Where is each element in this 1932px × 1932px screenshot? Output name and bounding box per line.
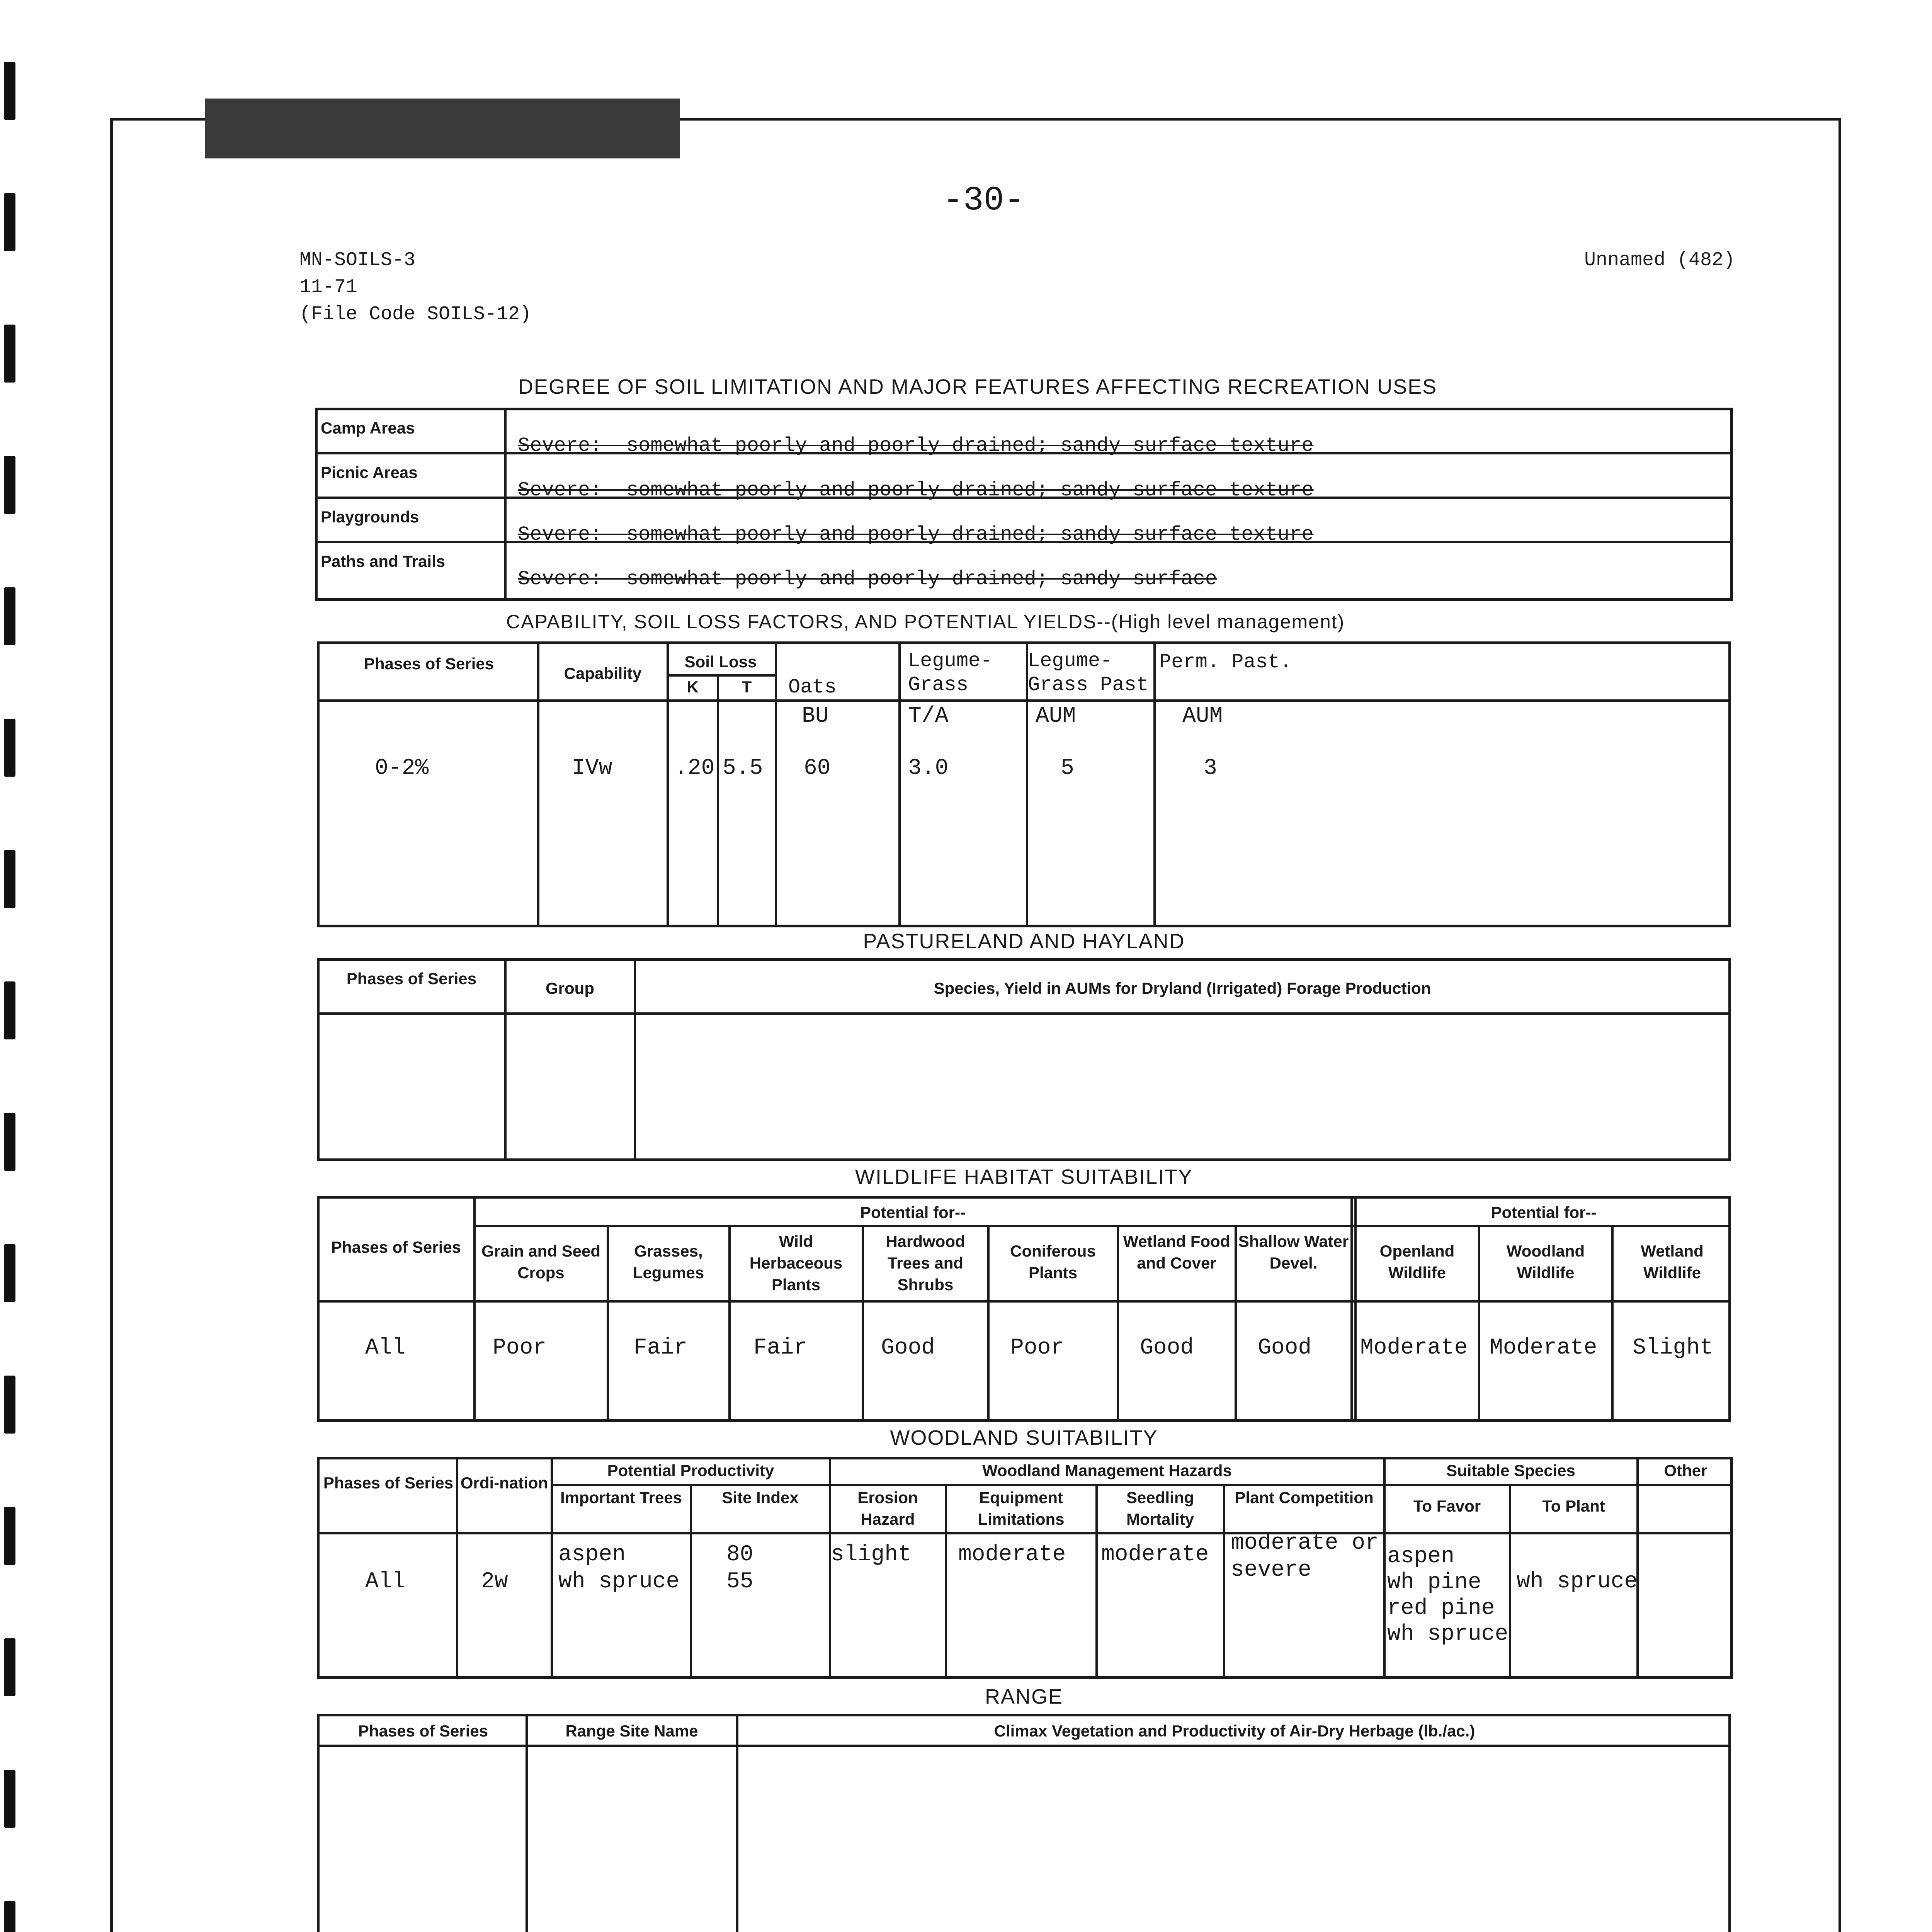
woodland-header-potential-productivity: Potential Productivity	[607, 1461, 774, 1480]
capability-k: .20	[674, 756, 715, 781]
file-code: (File Code SOILS-12)	[299, 303, 532, 325]
wildlife-potential-for-wildlife: Potential for--	[1491, 1203, 1597, 1221]
wildlife-value-wetland-food: Good	[1140, 1335, 1194, 1361]
wildlife-table	[317, 1196, 1731, 1422]
woodland-to-plant: wh spruce	[1517, 1569, 1638, 1594]
woodland-header-plant-competition: Plant Competition	[1235, 1488, 1374, 1507]
woodland-header-erosion: Erosion Hazard	[857, 1488, 918, 1528]
wildlife-header-wetland: Wetland Wildlife	[1641, 1242, 1704, 1282]
capability-unit-legume-grass: T/A	[908, 704, 949, 729]
wildlife-header-woodland: Woodland Wildlife	[1506, 1242, 1585, 1282]
recreation-value-camp: Severe: somewhat poorly and poorly drained; sandy surface texture	[518, 434, 1314, 457]
woodland-tree-2: wh spruce	[558, 1569, 680, 1594]
capability-phase: 0-2%	[375, 756, 429, 781]
capability-t: 5.5	[723, 756, 763, 781]
soil-name: Unnamed (482)	[1584, 249, 1735, 271]
woodland-to-favor-1: aspen	[1387, 1544, 1455, 1569]
capability-header-oats: Oats	[788, 676, 837, 699]
capability-title: CAPABILITY, SOIL LOSS FACTORS, AND POTENTIAL YIELDS--(High level management)	[506, 611, 1345, 633]
wildlife-title: WILDLIFE HABITAT SUITABILITY	[855, 1165, 1193, 1189]
pasture-header-species: Species, Yield in AUMs for Dryland (Irrigated) Forage Production	[934, 979, 1431, 997]
wildlife-header-wetland-food: Wetland Food and Cover	[1123, 1232, 1230, 1272]
capability-unit-legume-grass-past: AUM	[1036, 704, 1076, 729]
woodland-to-favor-4: wh spruce	[1387, 1622, 1509, 1647]
woodland-tree-1: aspen	[558, 1542, 626, 1567]
woodland-plant-competition-2: severe	[1231, 1558, 1311, 1583]
wildlife-header-phases: Phases of Series	[331, 1238, 461, 1256]
woodland-plant-competition-1: moderate or	[1231, 1531, 1379, 1556]
recreation-label-camp: Camp Areas	[321, 419, 415, 437]
woodland-equipment: moderate	[958, 1542, 1066, 1567]
woodland-title: WOODLAND SUITABILITY	[890, 1426, 1158, 1449]
capability-header-phases: Phases of Series	[364, 655, 494, 673]
capability-table	[317, 641, 1731, 927]
recreation-label-playgrounds: Playgrounds	[321, 508, 419, 526]
woodland-seedling: moderate	[1101, 1542, 1209, 1567]
woodland-site-index-1: 80	[726, 1542, 753, 1567]
redaction-bar	[205, 99, 680, 158]
wildlife-value-openland: Moderate	[1360, 1335, 1468, 1361]
woodland-header-suitable-species: Suitable Species	[1446, 1461, 1575, 1480]
wildlife-value-hardwood: Good	[881, 1335, 935, 1361]
wildlife-header-grain: Grain and Seed Crops	[481, 1242, 601, 1282]
form-date: 11-71	[299, 276, 358, 298]
woodland-header-to-favor: To Favor	[1413, 1497, 1481, 1515]
wildlife-header-coniferous: Coniferous Plants	[1010, 1242, 1096, 1282]
pasture-title: PASTURELAND AND HAYLAND	[863, 930, 1185, 953]
wildlife-row-phase: All	[365, 1335, 406, 1361]
pasture-header-group: Group	[546, 979, 594, 997]
wildlife-header-grasses: Grasses, Legumes	[633, 1242, 704, 1282]
woodland-header-ordination: Ordi-nation	[460, 1474, 548, 1492]
capability-header-soil-loss: Soil Loss	[684, 653, 757, 671]
form-id: MN-SOILS-3	[299, 249, 416, 271]
capability-header-k: K	[687, 678, 699, 696]
capability-oats: 60	[804, 756, 831, 781]
capability-perm-past: 3	[1204, 756, 1217, 781]
woodland-header-to-plant: To Plant	[1542, 1497, 1605, 1515]
woodland-to-favor-2: wh pine	[1387, 1570, 1481, 1595]
capability-header-legume-grass-past: Legume-Grass Past	[1028, 650, 1149, 696]
woodland-header-hazards: Woodland Management Hazards	[982, 1461, 1232, 1480]
range-header-climax: Climax Vegetation and Productivity of Air-Dry Herbage (lb./ac.)	[994, 1722, 1475, 1740]
capability-class: IVw	[572, 756, 612, 781]
capability-header-legume-grass: Legume-Grass	[908, 650, 993, 696]
wildlife-potential-for-habitat: Potential for--	[860, 1203, 966, 1221]
range-header-site-name: Range Site Name	[565, 1722, 698, 1740]
capability-unit-perm-past: AUM	[1182, 704, 1223, 729]
woodland-header-other: Other	[1664, 1461, 1708, 1480]
recreation-label-paths: Paths and Trails	[321, 552, 446, 570]
capability-header-capability: Capability	[564, 664, 642, 682]
woodland-phase: All	[365, 1569, 406, 1594]
woodland-header-equipment: Equipment Limitations	[978, 1488, 1065, 1528]
woodland-ordination: 2w	[481, 1569, 508, 1594]
pasture-header-phases: Phases of Series	[346, 969, 477, 988]
capability-legume-grass: 3.0	[908, 756, 949, 781]
wildlife-header-hardwood: Hardwood Trees and Shrubs	[886, 1232, 965, 1294]
woodland-erosion: slight	[831, 1542, 912, 1567]
range-title: RANGE	[985, 1685, 1063, 1708]
wildlife-header-openland: Openland Wildlife	[1379, 1242, 1455, 1282]
wildlife-value-shallow-water: Good	[1258, 1335, 1312, 1361]
woodland-to-favor-3: red pine	[1387, 1596, 1495, 1621]
capability-legume-grass-past: 5	[1061, 756, 1074, 781]
wildlife-header-shallow-water: Shallow Water Devel.	[1238, 1232, 1349, 1272]
wildlife-value-grain: Poor	[493, 1335, 547, 1361]
recreation-label-picnic: Picnic Areas	[321, 463, 418, 481]
page-number: -30-	[943, 182, 1025, 220]
wildlife-value-wetland: Slight	[1633, 1335, 1713, 1361]
wildlife-value-woodland: Moderate	[1490, 1335, 1597, 1361]
capability-unit-oats: BU	[802, 704, 829, 729]
woodland-site-index-2: 55	[726, 1569, 753, 1594]
recreation-title: DEGREE OF SOIL LIMITATION AND MAJOR FEATURES AFFECTING RECREATION USES	[518, 375, 1437, 398]
capability-header-perm-past: Perm. Past.	[1159, 651, 1292, 673]
recreation-value-picnic: Severe: somewhat poorly and poorly drained; sandy surface texture	[518, 479, 1314, 502]
woodland-header-important-trees: Important Trees	[560, 1488, 682, 1507]
wildlife-header-wild-herbaceous: Wild Herbaceous Plants	[749, 1232, 843, 1294]
wildlife-value-coniferous: Poor	[1010, 1335, 1065, 1361]
wildlife-value-grasses: Fair	[634, 1335, 688, 1361]
woodland-header-seedling: Seedling Mortality	[1126, 1488, 1194, 1528]
woodland-header-site-index: Site Index	[722, 1488, 799, 1507]
recreation-value-paths: Severe: somewhat poorly and poorly drained; sandy surface	[518, 568, 1217, 590]
recreation-value-playgrounds: Severe: somewhat poorly and poorly drained; sandy surface texture	[518, 523, 1314, 546]
capability-header-t: T	[742, 678, 752, 696]
wildlife-value-wild-herbaceous: Fair	[753, 1335, 808, 1361]
range-header-phases: Phases of Series	[358, 1722, 488, 1740]
woodland-header-phases: Phases of Series	[323, 1474, 454, 1492]
